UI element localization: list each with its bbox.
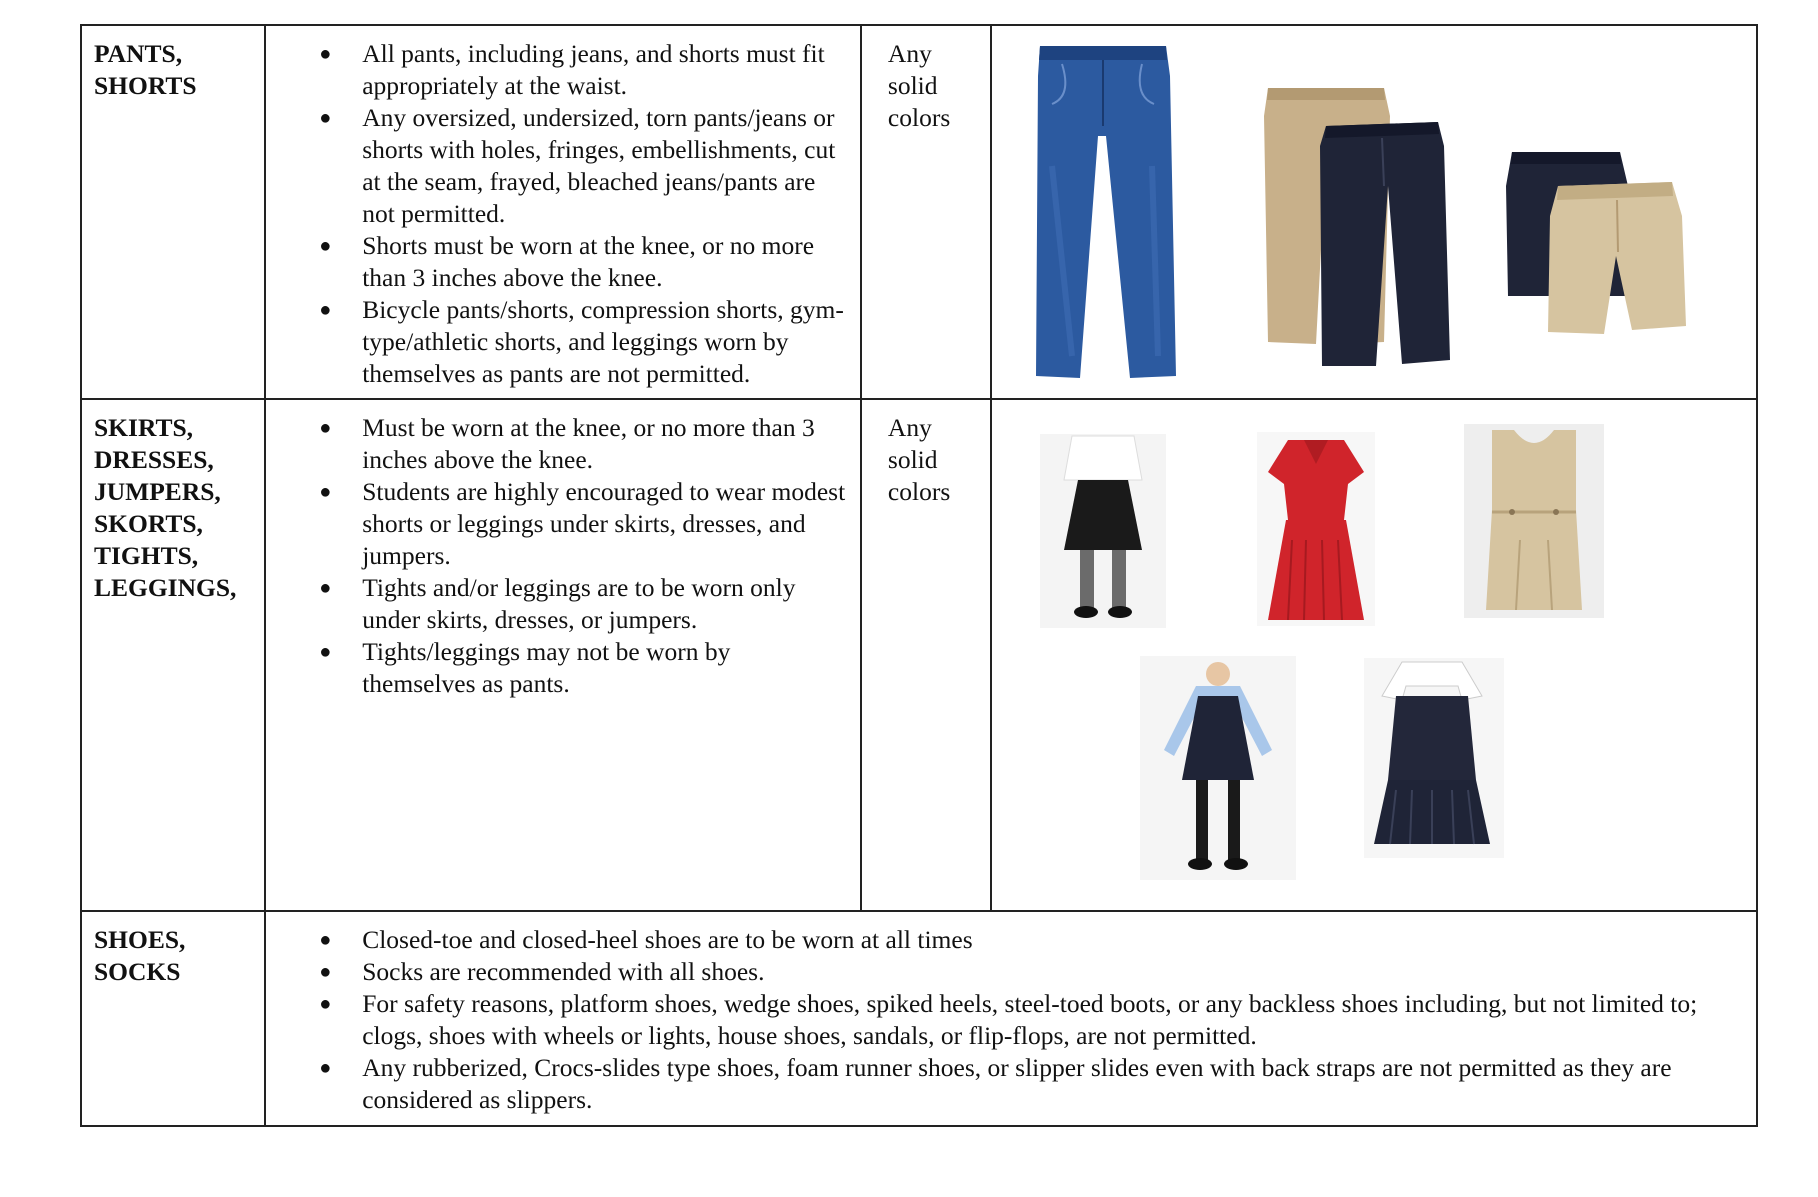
colors-line: solid (887, 445, 938, 474)
rule-item (266, 476, 850, 572)
category-line: SHOES, (94, 925, 186, 954)
rule-text: Bicycle pants/shorts, compression shorts, gym-type/athletic shorts, and leggings worn by themselves as pants are not permitted. (362, 295, 844, 388)
navy-jumper-dress-image (1364, 658, 1504, 858)
bullet-icon: ● (319, 43, 332, 65)
rule-text: Tights and/or leggings are to be worn only under skirts, dresses, or jumpers. (362, 573, 796, 634)
rule-text: For safety reasons, platform shoes, wedge shoes, spiked heels, steel-toed boots, or any backless shoes including, but not limited to; clogs, shoes with wheels or lights, house shoes, sandals, or flip-flops, are not permitted. (362, 989, 1698, 1050)
category-label-skirts (82, 400, 264, 604)
pants-shorts-images (992, 26, 1757, 398)
rule-item (266, 572, 850, 636)
rule-text: Tights/leggings may not be worn by themselves as pants. (362, 637, 731, 698)
rule-text: Any rubberized, Crocs-slides type shoes, foam runner shoes, or slipper slides even with back straps are not permitted as they are considered as slippers. (362, 1053, 1672, 1114)
khaki-jumper-image (1464, 424, 1604, 618)
category-cell (81, 25, 265, 399)
blue-jeans-image (1036, 46, 1176, 378)
rules-cell (265, 399, 861, 911)
colors-line: Any (887, 39, 932, 68)
skirts-dresses-images (992, 400, 1757, 910)
bullet-icon: ● (319, 1057, 332, 1079)
bullet-icon: ● (319, 961, 332, 983)
rule-text: Any oversized, undersized, torn pants/jeans or shorts with holes, fringes, embellishments, cut at the seam, frayed, bleached jeans/pants are not permitted. (362, 103, 836, 228)
category-line: PANTS, (94, 39, 183, 68)
category-line: SOCKS (94, 957, 181, 986)
bullet-icon: ● (319, 107, 332, 129)
table-row-skirts-dresses (81, 399, 1757, 911)
category-line: TIGHTS, (94, 541, 199, 570)
colors-line: colors (887, 477, 951, 506)
rule-text: All pants, including jeans, and shorts must fit appropriately at the waist. (362, 39, 825, 100)
images-cell-pants (991, 25, 1757, 399)
rule-item (266, 636, 850, 700)
rule-item (266, 924, 1746, 956)
colors-cell (861, 399, 991, 911)
bullet-icon: ● (319, 641, 332, 663)
navy-pinafore-outfit-image (1140, 656, 1296, 880)
bullet-icon: ● (319, 993, 332, 1015)
dress-code-table (80, 24, 1758, 1127)
rule-item (266, 956, 1746, 988)
rule-item (266, 230, 850, 294)
bullet-icon: ● (319, 577, 332, 599)
rule-item (266, 294, 850, 390)
bullet-icon: ● (319, 929, 332, 951)
category-label-pants-shorts (82, 26, 264, 102)
category-cell (81, 911, 265, 1126)
images-cell-skirts (991, 399, 1757, 911)
bullet-icon: ● (319, 299, 332, 321)
red-polo-dress-image (1257, 432, 1375, 626)
category-line: JUMPERS, (94, 477, 221, 506)
colors-line: colors (887, 103, 951, 132)
rules-list-shoes (266, 912, 1756, 1116)
category-line: DRESSES, (94, 445, 214, 474)
rule-text: Closed-toe and closed-heel shoes are to be worn at all times (362, 925, 973, 954)
khaki-shorts-image (1548, 182, 1686, 334)
rule-text: Socks are recommended with all shoes. (362, 957, 765, 986)
colors-cell (861, 25, 991, 399)
bullet-icon: ● (319, 235, 332, 257)
category-line: SKORTS, (94, 509, 203, 538)
colors-note (862, 400, 990, 508)
category-label-shoes (82, 912, 264, 988)
rule-text: Students are highly encouraged to wear modest shorts or leggings under skirts, dresses, and jumpers. (362, 477, 846, 570)
colors-line: Any (887, 413, 932, 442)
rule-item (266, 412, 850, 476)
rule-item (266, 1052, 1746, 1116)
table-row-shoes-socks (81, 911, 1757, 1126)
rule-text: Shorts must be worn at the knee, or no more than 3 inches above the knee. (362, 231, 815, 292)
black-skirt-outfit-image (1040, 434, 1166, 628)
bullet-icon: ● (319, 481, 332, 503)
rule-text: Must be worn at the knee, or no more than 3 inches above the knee. (362, 413, 815, 474)
colors-note (862, 26, 990, 134)
table-row-pants-shorts (81, 25, 1757, 399)
category-line: SHORTS (94, 71, 197, 100)
rule-item (266, 988, 1746, 1052)
rule-item (266, 102, 850, 230)
rules-cell (265, 25, 861, 399)
rules-list-pants (266, 26, 860, 390)
rules-cell-wide (265, 911, 1757, 1126)
category-line: SKIRTS, (94, 413, 194, 442)
category-line: LEGGINGS, (94, 573, 237, 602)
bullet-icon: ● (319, 417, 332, 439)
colors-line: solid (887, 71, 938, 100)
category-cell (81, 399, 265, 911)
rule-item (266, 38, 850, 102)
rules-list-skirts (266, 400, 860, 700)
